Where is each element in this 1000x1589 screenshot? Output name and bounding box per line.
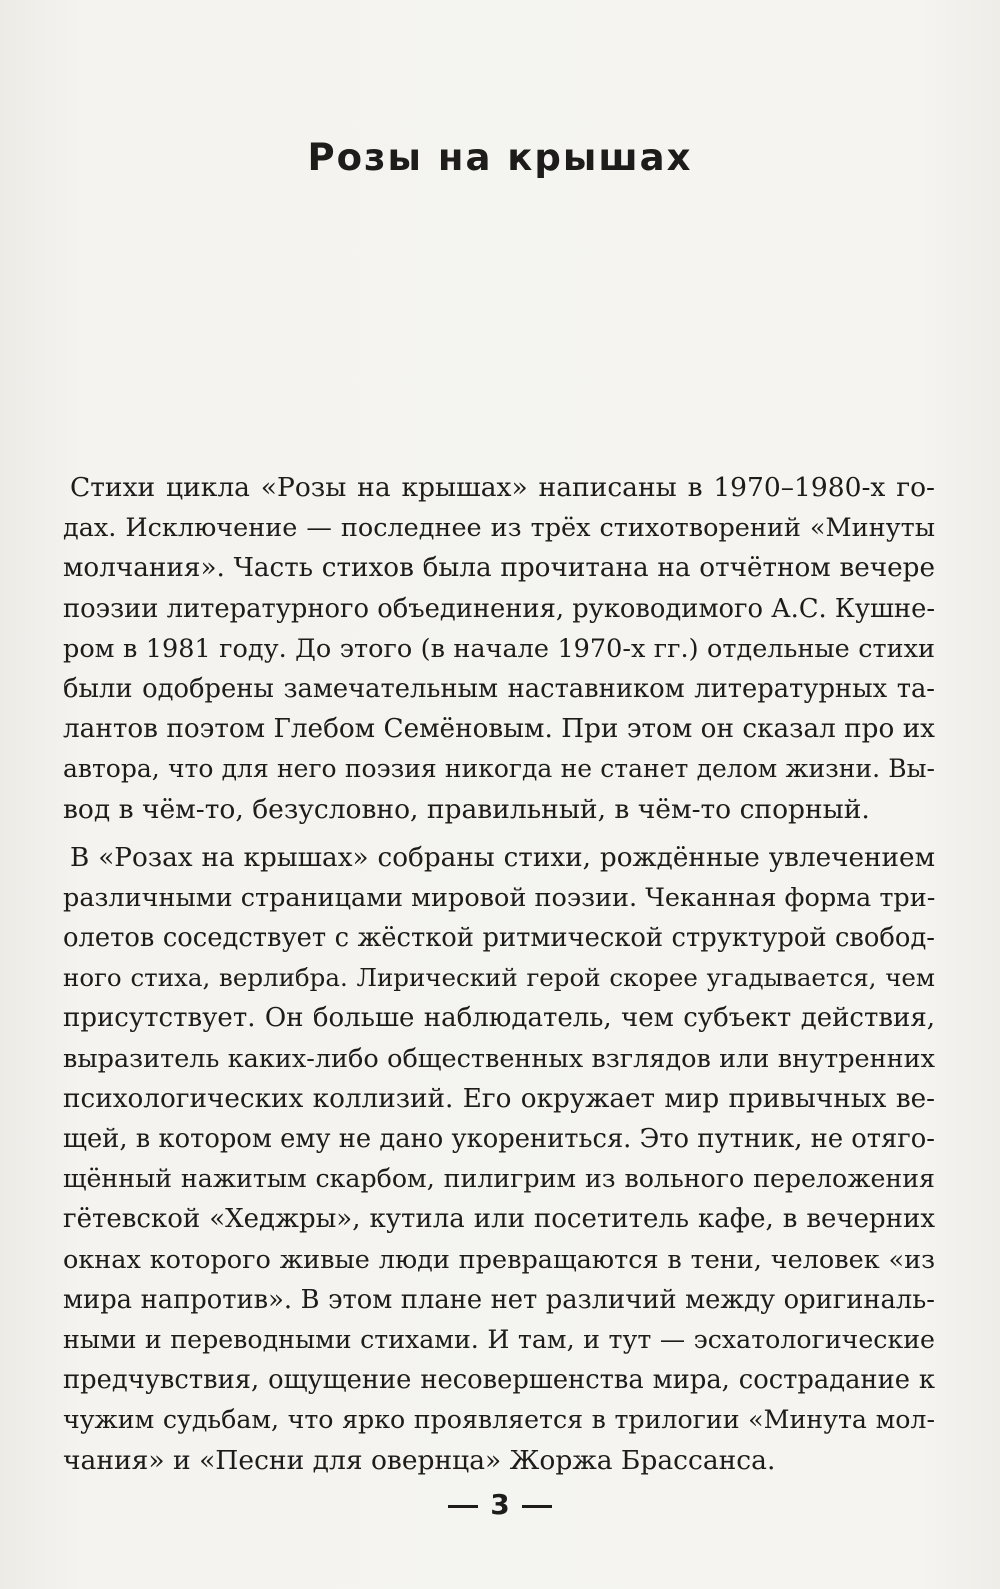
folio-dash-left xyxy=(448,1505,478,1508)
text-line: лантов поэтом Глебом Семёновым. При этом он сказал про их xyxy=(63,714,935,745)
paragraph xyxy=(63,468,935,830)
page-number: 3 xyxy=(490,1488,510,1521)
text-line: молчания». Часть стихов была прочитана на отчётном вечере xyxy=(63,553,935,584)
text-line: чужим судьбам, что ярко проявляется в трилогии «Минута мол- xyxy=(63,1405,935,1435)
text-line: мира напротив». В этом плане нет различий между оригиналь- xyxy=(63,1284,935,1315)
text-line: ного стиха, верлибра. Лирический герой скорее угадывается, чем xyxy=(63,963,935,993)
text-line: олетов соседствует с жёсткой ритмической структурой свобод- xyxy=(63,923,935,954)
text-line: В «Розах на крышах» собраны стихи, рождённые увлечением xyxy=(70,842,935,873)
text-line: чания» и «Песни для овернца» Жоржа Брассанса. xyxy=(63,1444,776,1476)
paragraph xyxy=(63,838,935,1481)
text-line: выразитель каких-либо общественных взглядов или внутренних xyxy=(63,1043,935,1074)
text-line: ными и переводными стихами. И там, и тут — эсхатологические xyxy=(63,1324,935,1354)
text-line: присутствует. Он больше наблюдатель, чем субъект действия, xyxy=(63,1003,935,1034)
text-line: вод в чём-то, безусловно, правильный, в чём-то спорный. xyxy=(63,793,870,825)
text-line: щей, в котором ему не дано укорениться. Это путник, не отяго- xyxy=(63,1124,935,1154)
text-line: дах. Исключение — последнее из трёх стихотворений «Минуты xyxy=(63,513,935,544)
text-line: были одобрены замечательным наставником литературных та- xyxy=(63,673,935,704)
chapter-title: Розы на крышах xyxy=(307,136,693,179)
body-text xyxy=(63,468,935,1481)
text-line: щённый нажитым скарбом, пилигрим из вольного переложения xyxy=(63,1164,935,1194)
text-line: ром в 1981 году. До этого (в начале 1970-х гг.) отдельные стихи xyxy=(63,633,935,664)
text-line: окнах которого живые люди превращаются в тени, человек «из xyxy=(63,1244,935,1275)
text-line: гётевской «Хеджры», кутила или посетитель кафе, в вечерних xyxy=(63,1204,935,1235)
page-number-folio xyxy=(0,1488,1000,1521)
text-line: автора, что для него поэзия никогда не станет делом жизни. Вы- xyxy=(63,754,935,784)
text-line: поэзии литературного объединения, руководимого А.С. Кушне- xyxy=(63,593,936,624)
text-line: Стихи цикла «Розы на крышах» написаны в 1970–1980-х го- xyxy=(70,472,935,503)
text-line: психологических коллизий. Его окружает мир привычных ве- xyxy=(63,1083,935,1114)
text-line: различными страницами мировой поэзии. Чеканная форма три- xyxy=(63,882,936,913)
paragraph-gap xyxy=(63,830,935,838)
folio-dash-right xyxy=(522,1505,552,1508)
text-line: предчувствия, ощущение несовершенства мира, сострадание к xyxy=(63,1365,935,1396)
